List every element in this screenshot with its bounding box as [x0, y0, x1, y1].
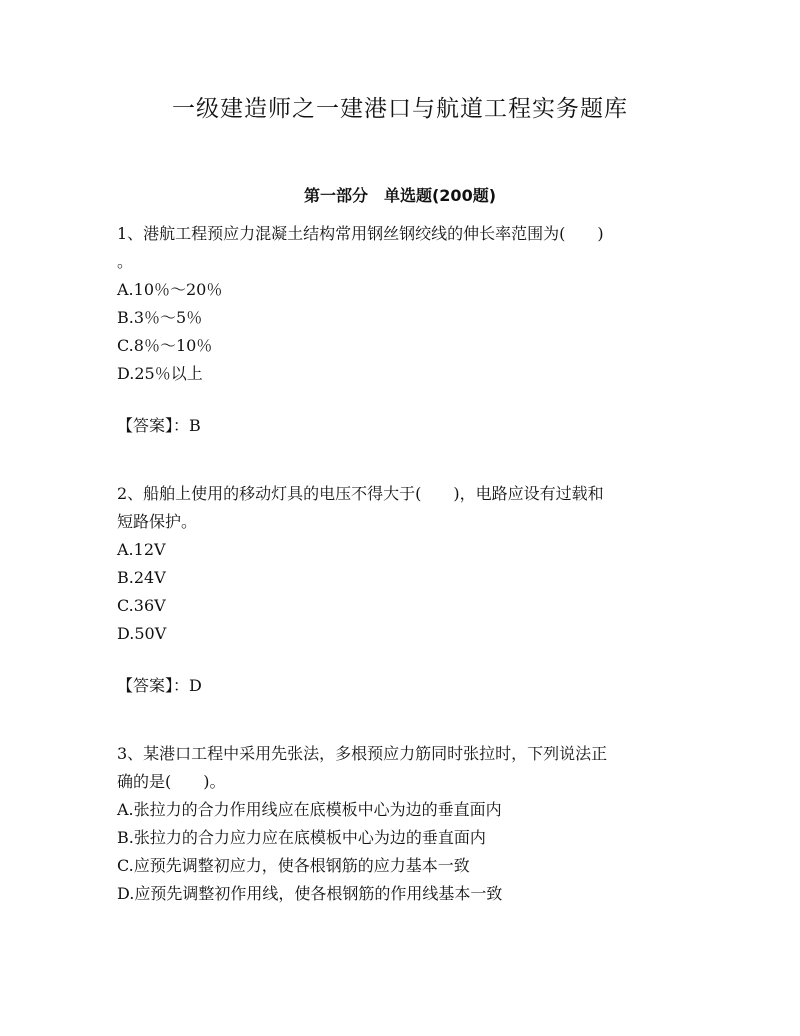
option-d: D.25％以上 — [117, 364, 203, 383]
answer-text: 【答案】：D — [117, 676, 202, 695]
question-stem-line: 2、船舶上使用的移动灯具的电压不得大于( )，电路应设有过载和 — [117, 484, 604, 503]
question-stem-line: 确的是( )。 — [117, 772, 226, 791]
answer-text: 【答案】：B — [117, 416, 201, 435]
answer-2 — [117, 672, 697, 700]
option-b: B.24V — [117, 568, 166, 587]
option-d: D.50V — [117, 624, 167, 643]
option-c: C.8％～10％ — [117, 336, 213, 355]
option-a: A.12V — [117, 540, 166, 559]
option-c: C.应预先调整初应力，使各根钢筋的应力基本一致 — [117, 856, 470, 875]
option-c: C.36V — [117, 596, 166, 615]
option-b: B.张拉力的合力应力应在底模板中心为边的垂直面内 — [117, 828, 486, 847]
question-1 — [117, 220, 697, 388]
question-stem-line: 1、港航工程预应力混凝土结构常用钢丝钢绞线的伸长率范围为( ) — [117, 224, 604, 243]
option-d: D.应预先调整初作用线，使各根钢筋的作用线基本一致 — [117, 884, 503, 903]
option-b: B.3％～5％ — [117, 308, 203, 327]
question-3 — [117, 740, 697, 908]
option-a: A.10％～20％ — [117, 280, 223, 299]
answer-1 — [117, 412, 697, 440]
option-a: A.张拉力的合力作用线应在底模板中心为边的垂直面内 — [117, 800, 502, 819]
question-stem-line: 短路保护。 — [117, 512, 198, 531]
question-stem-line: 3、某港口工程中采用先张法，多根预应力筋同时张拉时，下列说法正 — [117, 744, 608, 763]
section-title: 第一部分 单选题(200题) — [303, 186, 497, 205]
question-2 — [117, 480, 697, 648]
question-stem-line: 。 — [117, 252, 134, 271]
document-title: 一级建造师之一建港口与航道工程实务题库 — [172, 96, 628, 122]
